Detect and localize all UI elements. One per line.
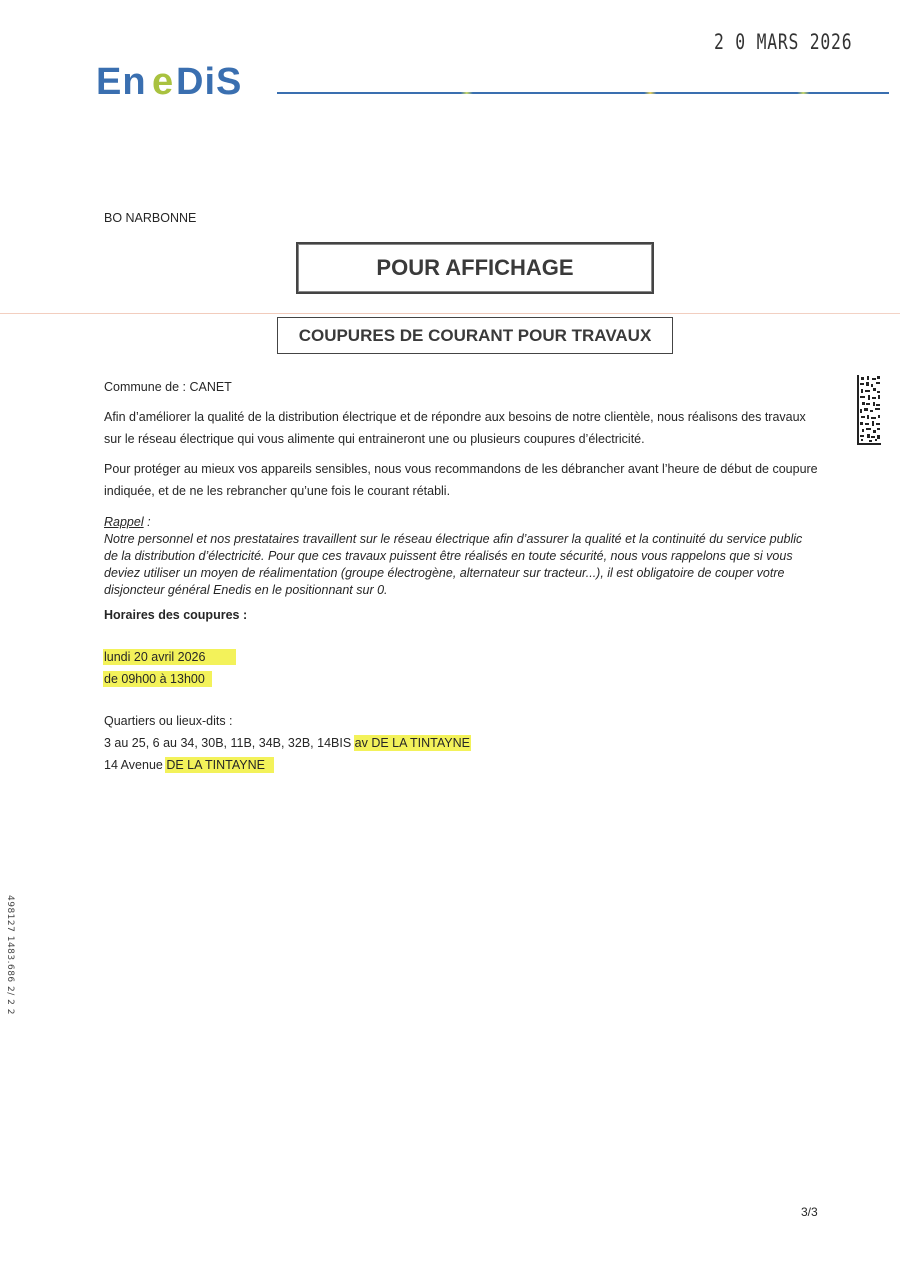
quartier-line-2-number: 14 Avenue <box>104 758 167 772</box>
rappel-line-3: deviez utiliser un moyen de réalimentation (groupe électrogène, alternateur sur tracteur...), il est obligatoire de couper votre <box>104 566 785 580</box>
svg-text:DiS: DiS <box>176 61 243 102</box>
horaires-heading: Horaires des coupures : <box>104 608 248 622</box>
datamatrix-code <box>857 375 881 445</box>
protect-line-1: Pour protéger au mieux vos appareils sensibles, nous vous recommandons de les débrancher avant l’heure de début de coupure <box>104 462 818 476</box>
quartier-line-1-numbers: 3 au 25, 6 au 34, 30B, 11B, 34B, 32B, 14BIS <box>104 736 355 750</box>
enedis-logo <box>96 60 266 102</box>
intro-line-1: Afin d’améliorer la qualité de la distribution électrique et de répondre aux besoins de notre clientèle, nous réalisons des travaux <box>104 410 806 424</box>
quartier-line-2 <box>104 754 824 776</box>
quartiers-heading: Quartiers ou lieux-dits : <box>104 714 233 728</box>
title-pour-affichage <box>296 242 654 294</box>
rappel-line-1: Notre personnel et nos prestataires travaillent sur le réseau électrique afin d’assurer la qualité et la continuité du service public <box>104 532 803 546</box>
fold-line <box>0 313 900 314</box>
svg-text:En: En <box>96 61 147 102</box>
quartiers-block <box>104 710 824 776</box>
date-stamp: 2 0 MARS 2026 <box>714 30 853 54</box>
protect-paragraph <box>104 458 824 502</box>
sender-label: BO NARBONNE <box>104 211 197 225</box>
intro-line-2: sur le réseau électrique qui vous alimente qui entraineront une ou plusieurs coupures d’électricité. <box>104 432 645 446</box>
intro-paragraph <box>104 406 824 450</box>
title-pour-affichage-text: POUR AFFICHAGE <box>376 255 574 280</box>
cut-date: lundi 20 avril 2026 <box>104 650 235 664</box>
rappel-line-4: disjoncteur général Enedis en le positionnant sur 0. <box>104 583 388 597</box>
rappel-block <box>104 514 824 599</box>
side-reference-code: 498127 1483.686 2/ 2 2 <box>5 895 15 1015</box>
cut-time: de 09h00 à 13h00 <box>104 672 211 686</box>
protect-line-2: indiquée, et de ne les rebrancher qu’une fois le courant rétabli. <box>104 484 451 498</box>
horaires-block <box>104 646 824 690</box>
commune-line: Commune de : CANET <box>104 380 232 394</box>
quartier-line-2-street: DE LA TINTAYNE <box>166 758 273 772</box>
title-coupures <box>277 317 673 354</box>
page-number: 3/3 <box>801 1205 818 1219</box>
rappel-heading <box>104 514 824 531</box>
rappel-colon: : <box>143 515 151 529</box>
rappel-label: Rappel <box>104 515 144 529</box>
header-rule <box>277 92 889 94</box>
title-coupures-text: COUPURES DE COURANT POUR TRAVAUX <box>298 325 652 345</box>
rappel-line-2: de la distribution d’électricité. Pour que ces travaux puissent être réalisés en toute sécurité, nous vous rappelons que si vous <box>104 549 793 563</box>
quartier-line-1-street: av DE LA TINTAYNE <box>354 736 470 750</box>
quartier-line-1 <box>104 732 824 754</box>
svg-text:e: e <box>152 61 174 102</box>
